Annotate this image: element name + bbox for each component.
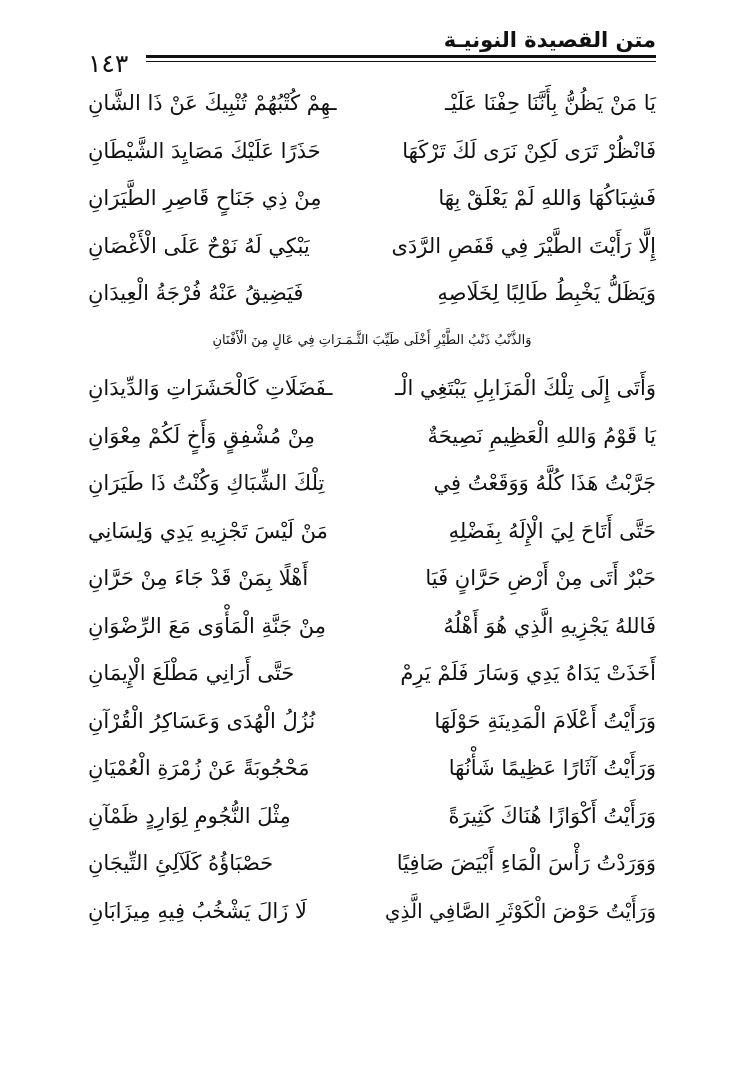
- header-rule-thick: [146, 55, 656, 58]
- verse-9: [88, 460, 656, 508]
- verse-3: [88, 175, 656, 223]
- running-title: متن القصيدة النونيـة: [443, 28, 656, 52]
- verse-4-second-hemistich: يَبْكِي لَهُ نَوْحٌ عَلَى الْأَغْصَانِ: [88, 233, 310, 258]
- verse-11: [88, 555, 656, 603]
- verse-13: [88, 650, 656, 698]
- verse-7-second-hemistich: ـفَضَلَاتِ كَالْحَشَرَاتِ وَالدِّيدَانِ: [88, 376, 333, 400]
- verse-12-first-hemistich: فَاللهُ يَجْزِيهِ الَّذِي هُوَ أَهْلُهُ: [443, 613, 656, 638]
- verse-13-second-hemistich: حَتَّى أَرَانِي مَطْلَعَ الْإِيمَانِ: [88, 661, 295, 685]
- verse-7-first-hemistich: وَأَتَى إِلَى تِلْكَ الْمَزَابِلِ يَبْتَغِي الْـ: [394, 376, 656, 400]
- verse-12: [88, 603, 656, 651]
- verse-18: [88, 888, 656, 936]
- verse-10-second-hemistich: مَنْ لَيْسَ تَجْزِيهِ يَدِي وَلِسَانِي: [88, 518, 328, 543]
- verse-11-second-hemistich: أَهْلًا بِمَنْ قَدْ جَاءَ مِنْ حَرَّانِ: [88, 566, 309, 590]
- verse-5-first-hemistich: وَيَظَلُّ يَخْبِطُ طَالِبًا لِخَلَاصِهِ: [437, 281, 656, 305]
- verse-16-second-hemistich: مِثْلَ النُّجُومِ لِوَارِدٍ ظَمْآنِ: [88, 803, 291, 828]
- verse-16: [88, 793, 656, 841]
- verse-18-first-hemistich: وَرَأَيْتُ حَوْضَ الْكَوْثَرِ الصَّافِي الَّذِي: [384, 898, 656, 923]
- verse-2-first-hemistich: فَانْظُرْ تَرَى لَكِنْ نَرَى لَكَ تَرْكَهَا: [402, 138, 656, 163]
- verse-13-first-hemistich: أَخَذَتْ يَدَاهُ يَدِي وَسَارَ فَلَمْ يَرِمْ: [400, 661, 656, 685]
- verse-5: [88, 270, 656, 318]
- verse-3-first-hemistich: فَشِبَاكُهَا وَاللهِ لَمْ يَعْلَقْ بِهَا: [438, 186, 656, 210]
- page-number: ١٤٣: [88, 49, 129, 78]
- verse-8-second-hemistich: مِنْ مُشْفِقٍ وَأَخٍ لَكُمْ مِعْوَانِ: [88, 423, 316, 448]
- verse-15-second-hemistich: مَحْجُوبَةً عَنْ زُمْرَةِ الْعُمْيَانِ: [88, 756, 310, 780]
- verse-1: [88, 80, 656, 128]
- verse-17: [88, 840, 656, 888]
- verse-4-first-hemistich: إِلَّا رَأَيْتَ الطَّيْرَ فِي قَفَصِ الرَّدَى: [391, 233, 656, 258]
- verse-14-second-hemistich: نُزُلُ الْهُدَى وَعَسَاكِرُ الْقُرْآنِ: [88, 708, 316, 733]
- verse-15: [88, 745, 656, 793]
- verse-2: [88, 128, 656, 176]
- verse-4: [88, 223, 656, 271]
- verse-10-first-hemistich: حَتَّى أَتَاحَ لِيَ الْإِلَهُ بِفَضْلِهِ: [448, 518, 656, 543]
- verse-5-second-hemistich: فَيَضِيقُ عَنْهُ فُرْجَةُ الْعِيدَانِ: [88, 281, 304, 305]
- verse-8: [88, 413, 656, 461]
- verse-1-first-hemistich: يَا مَنْ يَظُنُّ بِأَنَّنَا حِفْنَا عَلَيْـ: [444, 91, 656, 115]
- poem-body: [88, 80, 656, 935]
- verse-12-second-hemistich: مِنْ جَنَّةِ الْمَأْوَى مَعَ الرِّضْوَانِ: [88, 613, 327, 638]
- verse-3-second-hemistich: مِنْ ذِي جَنَاحٍ قَاصِرِ الطَّيَرَانِ: [88, 186, 322, 210]
- verse-1-second-hemistich: ـهِمْ كُتْبُهُمْ تُنْبِيكَ عَنْ ذَا الشَّانِ: [88, 91, 337, 115]
- verse-16-first-hemistich: وَرَأَيْتُ أَكْوَازًا هُنَاكَ كَثِيرَةً: [448, 803, 656, 828]
- verse-15-first-hemistich: وَرَأَيْتُ آثَارًا عَظِيمًا شَأْنُهَا: [448, 756, 656, 780]
- verse-6-joined-line: وَالذَّنْبُ ذَنْبُ الطَّيْرِ أَخْلَى طَيِّبَ الثَّـمَـرَاتِ فِي عَالٍ مِنَ الْأَفْنَانِ: [212, 332, 532, 348]
- verse-7: [88, 365, 656, 413]
- verse-6: [88, 318, 656, 366]
- verse-9-second-hemistich: تِلْكَ الشِّبَاكِ وَكُنْتُ ذَا طَيَرَانِ: [88, 471, 325, 495]
- verse-2-second-hemistich: حَذَرًا عَلَيْكَ مَصَايِدَ الشَّيْطَانِ: [88, 138, 321, 163]
- verse-9-first-hemistich: جَرَّبْتُ هَذَا كُلَّهُ وَوَقَعْتُ فِي: [433, 471, 656, 495]
- verse-14-first-hemistich: وَرَأَيْتُ أَعْلَامَ الْمَدِينَةِ حَوْلَهَا: [434, 708, 656, 733]
- verse-8-first-hemistich: يَا قَوْمُ وَاللهِ الْعَظِيمِ نَصِيحَةٌ: [427, 423, 656, 448]
- verse-17-first-hemistich: وَوَرَدْتُ رَأْسَ الْمَاءِ أَبْيَضَ صَافِيًا: [396, 851, 656, 875]
- verse-17-second-hemistich: حَصْبَاؤُهُ كَلَآلِئِ التِّيجَانِ: [88, 851, 274, 875]
- page-header: [88, 22, 656, 78]
- verse-10: [88, 508, 656, 556]
- header-rule-thin: [146, 61, 656, 62]
- verse-14: [88, 698, 656, 746]
- verse-18-second-hemistich: لَا زَالَ يَشْخُبُ فِيهِ مِيزَابَانِ: [88, 898, 307, 923]
- verse-11-first-hemistich: حَبْرٌ أَتَى مِنْ أَرْضِ حَرَّانٍ فَيَا: [425, 566, 656, 590]
